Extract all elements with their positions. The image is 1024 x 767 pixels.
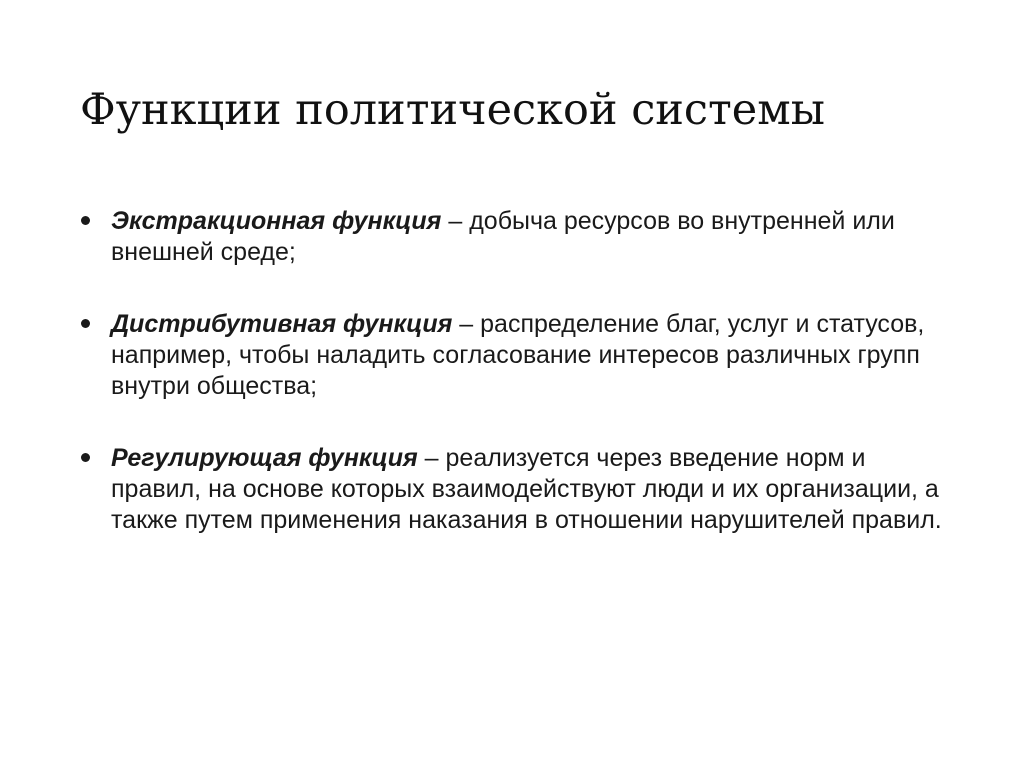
bullet-icon (81, 319, 90, 328)
bullet-term: Дистрибутивная функция (111, 310, 453, 338)
bullet-dash: – (441, 207, 470, 235)
bullet-icon (81, 216, 90, 225)
bullet-dash: – (417, 444, 446, 472)
slide-title: Функции политической системы (80, 85, 825, 135)
bullet-dash: – (452, 310, 481, 338)
bullet-item-distribution (80, 309, 960, 402)
bullet-text: распределение благ, услуг и статусов, например, чтобы наладить согласование интересов различных групп внутри общества; (111, 310, 925, 400)
bullet-text: добыча ресурсов во внутренней или внешней среде; (111, 207, 895, 266)
bullet-icon (81, 453, 90, 462)
bullet-term: Регулирующая функция (111, 444, 418, 472)
bullet-text: реализуется через введение норм и правил, на основе которых взаимодействуют люди и их организации, а также путем применения наказания в отношении нарушителей правил. (111, 444, 942, 534)
bullet-item-regulation (80, 443, 960, 536)
bullet-term: Экстракционная функция (111, 207, 442, 235)
bullet-item-extraction (80, 206, 960, 268)
bullet-list (80, 206, 960, 536)
